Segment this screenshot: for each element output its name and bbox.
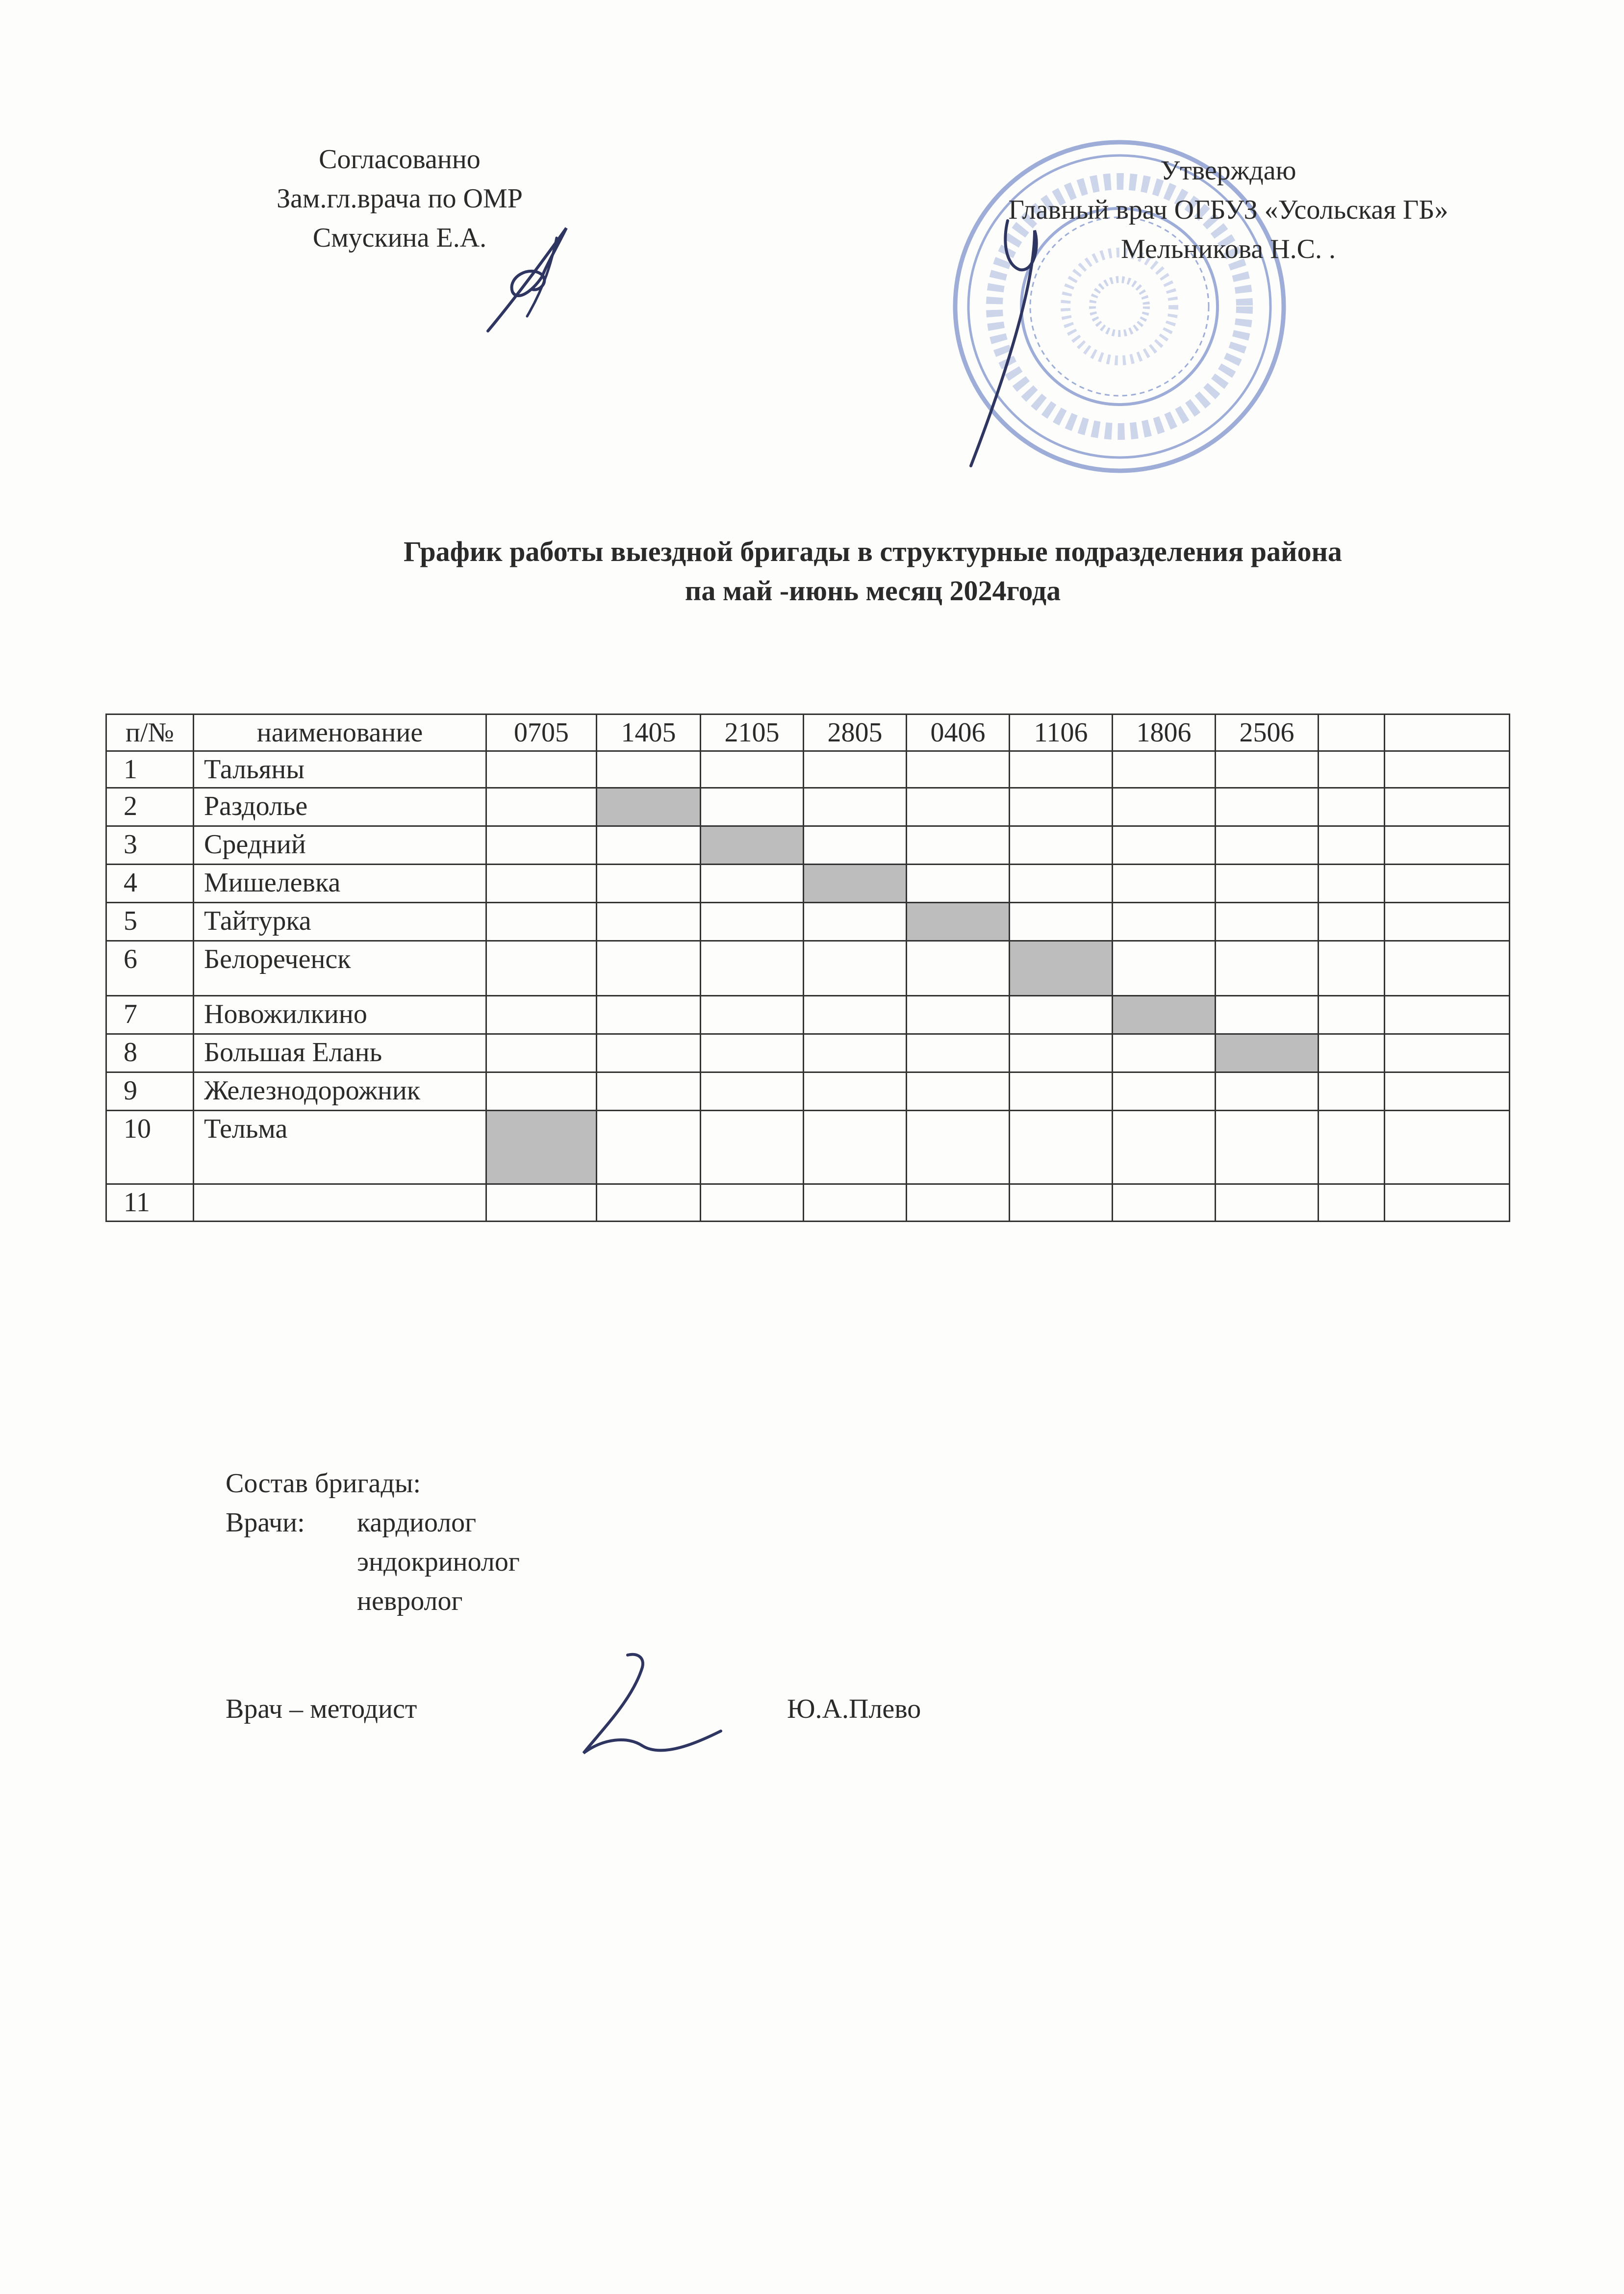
schedule-cell [701,1034,804,1072]
scheduled-visit-cell [486,1111,597,1184]
schedule-cell [486,751,597,788]
scheduled-visit-cell [597,788,701,826]
schedule-cell [1216,996,1319,1034]
header-cell-date: 2805 [804,714,907,751]
header-cell-date: 1106 [1010,714,1113,751]
schedule-cell [1010,903,1113,941]
schedule-cell [1010,996,1113,1034]
header-cell-date: 2105 [701,714,804,751]
schedule-cell [486,1034,597,1072]
schedule-body [106,751,1510,1222]
schedule-cell [701,941,804,996]
schedule-cell [1319,903,1385,941]
row-number-cell: 6 [106,941,194,996]
schedule-cell [804,1072,907,1111]
scheduled-visit-cell [1010,941,1113,996]
schedule-cell [597,826,701,865]
schedule-cell [1319,751,1385,788]
schedule-cell [804,1034,907,1072]
row-number-cell: 3 [106,826,194,865]
row-number-cell: 10 [106,1111,194,1184]
schedule-cell [1010,751,1113,788]
table-row [106,788,1510,826]
row-name-cell: Большая Елань [194,1034,486,1072]
schedule-cell [804,1184,907,1222]
schedule-cell [1385,941,1510,996]
row-number-cell: 11 [106,1184,194,1222]
schedule-cell [597,865,701,903]
row-name-cell: Мишелевка [194,865,486,903]
row-number-cell: 7 [106,996,194,1034]
schedule-cell [701,903,804,941]
schedule-cell [597,1184,701,1222]
schedule-cell [1113,751,1216,788]
schedule-cell [907,751,1010,788]
schedule-cell [1385,1034,1510,1072]
schedule-cell [597,1111,701,1184]
scheduled-visit-cell [907,903,1010,941]
methodist-role: Врач – методист [226,1694,417,1724]
schedule-cell [907,1184,1010,1222]
schedule-cell [701,996,804,1034]
doctor-list [357,1503,520,1621]
schedule-cell [486,941,597,996]
row-number-cell: 4 [106,865,194,903]
schedule-cell [1319,996,1385,1034]
schedule-cell [1010,1184,1113,1222]
schedule-cell [1319,865,1385,903]
schedule-cell [1319,941,1385,996]
schedule-cell [701,1072,804,1111]
schedule-cell [701,788,804,826]
schedule-cell [1113,788,1216,826]
schedule-cell [907,826,1010,865]
schedule-cell [1385,996,1510,1034]
doctors-label: Врачи: [226,1507,305,1538]
schedule-cell [907,1072,1010,1111]
table-row [106,865,1510,903]
schedule-cell [907,1111,1010,1184]
header-cell-number: п/№ [106,714,194,751]
schedule-cell [1216,1072,1319,1111]
row-number-cell: 8 [106,1034,194,1072]
schedule-cell [486,903,597,941]
methodist-name: Ю.А.Плево [787,1694,921,1724]
schedule-cell [486,996,597,1034]
schedule-cell [1113,1184,1216,1222]
schedule-cell [804,788,907,826]
schedule-table [105,714,1510,1222]
right-signature-icon [961,211,1064,476]
schedule-cell [1113,1111,1216,1184]
table-row [106,1184,1510,1222]
row-number-cell: 9 [106,1072,194,1111]
schedule-cell [804,996,907,1034]
schedule-cell [1010,1072,1113,1111]
schedule-cell [1216,865,1319,903]
schedule-cell [1385,751,1510,788]
schedule-cell [486,1184,597,1222]
row-name-cell: Новожилкино [194,996,486,1034]
schedule-cell [1319,1072,1385,1111]
schedule-cell [597,751,701,788]
schedule-cell [486,865,597,903]
schedule-cell [1113,865,1216,903]
table-row [106,826,1510,865]
header-cell-date: 0406 [907,714,1010,751]
header-cell-date: 0705 [486,714,597,751]
schedule-cell [804,826,907,865]
approval-right-person: Мельникова Н.С. . [1120,234,1336,264]
methodist-signature-icon [574,1645,731,1763]
row-name-cell: Белореченск [194,941,486,996]
doctor-item: невролог [357,1586,463,1616]
row-number-cell: 1 [106,751,194,788]
schedule-cell [1010,865,1113,903]
schedule-cell [1216,903,1319,941]
schedule-cell [907,941,1010,996]
row-name-cell: Железнодорожник [194,1072,486,1111]
approval-right-position: Главный врач ОГБУЗ «Усольская ГБ» [1008,195,1448,225]
table-row [106,1072,1510,1111]
row-name-cell [194,1184,486,1222]
schedule-cell [1216,751,1319,788]
row-name-cell: Средний [194,826,486,865]
schedule-cell [1216,1111,1319,1184]
schedule-cell [1216,1184,1319,1222]
title-line-1: График работы выездной бригады в структурные подразделения района [404,535,1342,567]
table-row [106,751,1510,788]
schedule-cell [597,903,701,941]
schedule-cell [1113,941,1216,996]
schedule-cell [1113,903,1216,941]
header-cell-date: 2506 [1216,714,1319,751]
schedule-cell [1319,1184,1385,1222]
schedule-cell [1385,1072,1510,1111]
schedule-cell [486,826,597,865]
approval-left-position: Зам.гл.врача по ОМР [277,183,523,214]
table-row [106,1034,1510,1072]
header-cell-date: 1806 [1113,714,1216,751]
schedule-cell [597,1034,701,1072]
header-cell-name: наименование [194,714,486,751]
schedule-cell [1385,865,1510,903]
row-number-cell: 5 [106,903,194,941]
header-cell-empty [1319,714,1385,751]
scheduled-visit-cell [804,865,907,903]
approval-right-heading: Утверждаю [1160,155,1296,186]
document-title [196,532,1549,611]
schedule-cell [804,903,907,941]
schedule-cell [1319,1111,1385,1184]
schedule-cell [804,1111,907,1184]
approval-left-heading: Согласованно [319,144,481,175]
schedule-cell [907,865,1010,903]
schedule-cell [486,1072,597,1111]
schedule-cell [1385,1184,1510,1222]
schedule-cell [1319,826,1385,865]
schedule-cell [1216,941,1319,996]
table-row [106,903,1510,941]
schedule-cell [597,1072,701,1111]
title-line-2: па май -июнь месяц 2024года [685,575,1061,607]
row-name-cell: Тальяны [194,751,486,788]
table-row [106,996,1510,1034]
schedule-cell [1010,788,1113,826]
scheduled-visit-cell [701,826,804,865]
left-signature-icon [483,218,576,336]
schedule-cell [701,1184,804,1222]
schedule-cell [804,751,907,788]
header-cell-empty [1385,714,1510,751]
scheduled-visit-cell [1113,996,1216,1034]
schedule-cell [1385,826,1510,865]
table-header-row [106,714,1510,751]
schedule-cell [1319,1034,1385,1072]
table-row [106,941,1510,996]
schedule-cell [1113,826,1216,865]
schedule-cell [1385,1111,1510,1184]
schedule-cell [701,751,804,788]
schedule-cell [701,1111,804,1184]
schedule-cell [1010,1034,1113,1072]
table-row [106,1111,1510,1184]
schedule-cell [1113,1034,1216,1072]
scheduled-visit-cell [1216,1034,1319,1072]
schedule-cell [1385,903,1510,941]
schedule-cell [907,1034,1010,1072]
schedule-cell [1216,788,1319,826]
schedule-cell [597,996,701,1034]
approval-left-person: Смускина Е.А. [312,223,487,253]
schedule-cell [804,941,907,996]
doctor-item: кардиолог [357,1507,477,1538]
schedule-cell [486,788,597,826]
schedule-cell [597,941,701,996]
row-name-cell: Тельма [194,1111,486,1184]
row-number-cell: 2 [106,788,194,826]
schedule-cell [701,865,804,903]
schedule-cell [1010,1111,1113,1184]
schedule-cell [907,788,1010,826]
schedule-cell [907,996,1010,1034]
schedule-cell [1216,826,1319,865]
schedule-cell [1319,788,1385,826]
header-cell-date: 1405 [597,714,701,751]
row-name-cell: Раздолье [194,788,486,826]
schedule-cell [1113,1072,1216,1111]
schedule-cell [1010,826,1113,865]
row-name-cell: Тайтурка [194,903,486,941]
team-composition-heading: Состав бригады: [226,1468,421,1499]
schedule-cell [1385,788,1510,826]
doctor-item: эндокринолог [357,1547,520,1577]
